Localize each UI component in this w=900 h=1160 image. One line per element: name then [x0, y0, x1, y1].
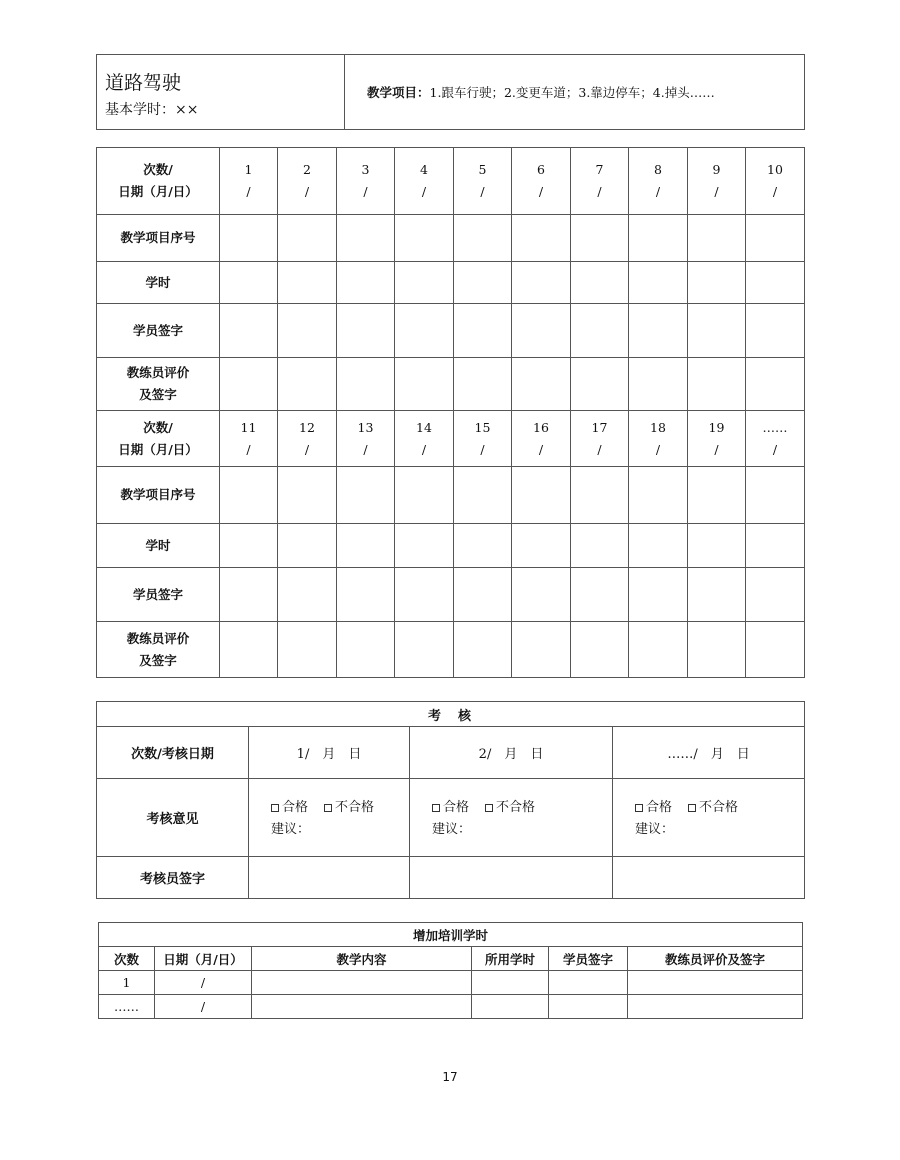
- student-sign-cell[interactable]: [220, 304, 278, 358]
- extra-header-coach-sign: 教练员评价及签字: [628, 947, 803, 971]
- coach-sign-cell[interactable]: [337, 622, 395, 678]
- item-number-header: 教学项目序号: [97, 215, 220, 262]
- extra-title-row: [99, 923, 803, 947]
- hours-cell[interactable]: [220, 524, 278, 568]
- hours-cell[interactable]: [278, 262, 337, 304]
- coach-sign-cell[interactable]: [395, 622, 454, 678]
- extra-content-cell[interactable]: [252, 971, 472, 995]
- coach-sign-cell[interactable]: [746, 358, 805, 411]
- hours-cell[interactable]: [395, 262, 454, 304]
- session-date-cell[interactable]: 1 /: [220, 148, 278, 215]
- exam-date-cell[interactable]: ……/ 月 日: [613, 727, 805, 779]
- student-sign-row-1: [97, 304, 805, 358]
- student-sign-cell[interactable]: [512, 304, 571, 358]
- basic-hours: 基本学时：××: [105, 101, 199, 118]
- hours-header: 学时: [97, 262, 220, 304]
- hours-cell[interactable]: [512, 524, 571, 568]
- item-number-cell[interactable]: [688, 467, 746, 524]
- student-sign-cell[interactable]: [746, 568, 805, 622]
- coach-sign-cell[interactable]: [746, 622, 805, 678]
- examiner-sign-cell[interactable]: [410, 857, 613, 899]
- coach-sign-cell[interactable]: [512, 358, 571, 411]
- session-date-cell[interactable]: 3 /: [337, 148, 395, 215]
- exam-opinion-cell: 合格 不合格 建议：: [613, 779, 805, 857]
- student-sign-header: 学员签字: [97, 304, 220, 358]
- coach-sign-cell[interactable]: [629, 622, 688, 678]
- item-number-cell[interactable]: [571, 215, 629, 262]
- hours-cell[interactable]: [688, 524, 746, 568]
- exam-date-cell[interactable]: 2/ 月 日: [410, 727, 613, 779]
- item-number-cell[interactable]: [337, 467, 395, 524]
- item-number-cell[interactable]: [278, 467, 337, 524]
- hours-cell[interactable]: [454, 262, 512, 304]
- item-number-row-2: [97, 467, 805, 524]
- hours-cell[interactable]: [571, 262, 629, 304]
- session-date-cell[interactable]: 8 /: [629, 148, 688, 215]
- examiner-sign-row: [97, 857, 805, 899]
- student-sign-cell[interactable]: [395, 568, 454, 622]
- item-number-cell[interactable]: [746, 215, 805, 262]
- item-number-cell[interactable]: [688, 215, 746, 262]
- fail-checkbox[interactable]: [688, 804, 696, 812]
- session-date-cell[interactable]: 11 /: [220, 411, 278, 467]
- item-number-cell[interactable]: [337, 215, 395, 262]
- item-number-cell[interactable]: [629, 215, 688, 262]
- student-sign-cell[interactable]: [688, 568, 746, 622]
- table-row: [99, 971, 803, 995]
- hours-cell[interactable]: [337, 524, 395, 568]
- hours-row-1: [97, 262, 805, 304]
- item-number-cell[interactable]: [395, 215, 454, 262]
- coach-sign-cell[interactable]: [629, 358, 688, 411]
- teaching-items-text: 1.跟车行驶；2.变更车道；3.靠边停车；4.掉头……: [429, 85, 715, 100]
- student-sign-cell[interactable]: [395, 304, 454, 358]
- hours-cell[interactable]: [220, 262, 278, 304]
- extra-header-student-sign: 学员签字: [549, 947, 628, 971]
- hours-cell[interactable]: [746, 524, 805, 568]
- item-number-cell[interactable]: [629, 467, 688, 524]
- pass-checkbox[interactable]: [635, 804, 643, 812]
- teaching-items-cell: [345, 55, 805, 130]
- student-sign-cell[interactable]: [454, 304, 512, 358]
- student-sign-cell[interactable]: [746, 304, 805, 358]
- course-title: 道路驾驶: [105, 71, 182, 94]
- student-sign-cell[interactable]: [220, 568, 278, 622]
- item-number-cell[interactable]: [220, 215, 278, 262]
- session-date-cell[interactable]: 9 /: [688, 148, 746, 215]
- extra-title: 增加培训学时: [99, 923, 803, 947]
- exam-date-header: 次数/考核日期: [97, 727, 249, 779]
- item-number-cell[interactable]: [395, 467, 454, 524]
- exam-opinion-cell: 合格 不合格 建议：: [410, 779, 613, 857]
- item-number-header: 教学项目序号: [97, 467, 220, 524]
- item-number-cell[interactable]: [746, 467, 805, 524]
- item-number-row-1: [97, 215, 805, 262]
- hours-cell[interactable]: [512, 262, 571, 304]
- session-date-cell[interactable]: 4 /: [395, 148, 454, 215]
- student-sign-cell[interactable]: [337, 568, 395, 622]
- extra-date-cell[interactable]: /: [155, 971, 252, 995]
- item-number-cell[interactable]: [571, 467, 629, 524]
- coach-sign-cell[interactable]: [278, 622, 337, 678]
- session-date-cell[interactable]: 5 /: [454, 148, 512, 215]
- coach-sign-cell[interactable]: [512, 622, 571, 678]
- extra-count-cell: 1: [99, 971, 155, 995]
- session-date-cell[interactable]: …… /: [746, 411, 805, 467]
- course-header: [96, 54, 805, 130]
- coach-sign-cell[interactable]: [395, 358, 454, 411]
- extra-count-cell: ……: [99, 995, 155, 1019]
- fail-checkbox[interactable]: [485, 804, 493, 812]
- session-date-cell[interactable]: 12 /: [278, 411, 337, 467]
- examiner-sign-cell[interactable]: [613, 857, 805, 899]
- item-number-cell[interactable]: [454, 215, 512, 262]
- student-sign-cell[interactable]: [629, 568, 688, 622]
- sessions-table: [96, 147, 805, 678]
- hours-header: 学时: [97, 524, 220, 568]
- session-date-cell[interactable]: 19 /: [688, 411, 746, 467]
- session-date-row-1: [97, 148, 805, 215]
- coach-sign-cell[interactable]: [220, 622, 278, 678]
- coach-sign-cell[interactable]: [688, 358, 746, 411]
- extra-hours-cell[interactable]: [472, 995, 549, 1019]
- coach-sign-cell[interactable]: [454, 358, 512, 411]
- student-sign-cell[interactable]: [688, 304, 746, 358]
- item-number-cell[interactable]: [278, 215, 337, 262]
- course-title-cell: [97, 55, 345, 130]
- coach-sign-header: 教练员评价 及签字: [97, 358, 220, 411]
- pass-checkbox[interactable]: [271, 804, 279, 812]
- hours-cell[interactable]: [278, 524, 337, 568]
- advice-label: 建议：: [635, 822, 675, 837]
- student-sign-cell[interactable]: [629, 304, 688, 358]
- extra-content-cell[interactable]: [252, 995, 472, 1019]
- coach-sign-row-1: [97, 358, 805, 411]
- session-date-cell[interactable]: 10 /: [746, 148, 805, 215]
- examiner-sign-cell[interactable]: [249, 857, 410, 899]
- extra-training-table: [98, 922, 803, 1019]
- session-date-cell[interactable]: 6 /: [512, 148, 571, 215]
- extra-student-sign-cell[interactable]: [549, 971, 628, 995]
- student-sign-header: 学员签字: [97, 568, 220, 622]
- page-number: 17: [442, 1070, 458, 1084]
- exam-opinion-header: 考核意见: [97, 779, 249, 857]
- session-date-cell[interactable]: 16 /: [512, 411, 571, 467]
- hours-cell[interactable]: [454, 524, 512, 568]
- session-date-header: 次数/ 日期（月/日）: [97, 411, 220, 467]
- session-date-cell[interactable]: 13 /: [337, 411, 395, 467]
- table-row: [99, 995, 803, 1019]
- session-date-row-2: [97, 411, 805, 467]
- exam-title-row: [97, 702, 805, 727]
- coach-sign-cell[interactable]: [571, 622, 629, 678]
- extra-hours-cell[interactable]: [472, 971, 549, 995]
- hours-cell[interactable]: [629, 524, 688, 568]
- coach-sign-header: 教练员评价 及签字: [97, 622, 220, 678]
- student-sign-cell[interactable]: [278, 568, 337, 622]
- student-sign-cell[interactable]: [454, 568, 512, 622]
- extra-coach-sign-cell[interactable]: [628, 995, 803, 1019]
- coach-sign-cell[interactable]: [337, 358, 395, 411]
- extra-header-row: [99, 947, 803, 971]
- extra-header-content: 教学内容: [252, 947, 472, 971]
- advice-label: 建议：: [271, 822, 311, 837]
- extra-student-sign-cell[interactable]: [549, 995, 628, 1019]
- hours-cell[interactable]: [395, 524, 454, 568]
- exam-opinion-cell: 合格 不合格 建议：: [249, 779, 410, 857]
- item-number-cell[interactable]: [512, 467, 571, 524]
- hours-cell[interactable]: [629, 262, 688, 304]
- extra-date-cell[interactable]: /: [155, 995, 252, 1019]
- hours-cell[interactable]: [688, 262, 746, 304]
- session-date-cell[interactable]: 17 /: [571, 411, 629, 467]
- hours-row-2: [97, 524, 805, 568]
- extra-header-count: 次数: [99, 947, 155, 971]
- extra-header-hours: 所用学时: [472, 947, 549, 971]
- coach-sign-cell[interactable]: [454, 622, 512, 678]
- student-sign-cell[interactable]: [571, 568, 629, 622]
- student-sign-cell[interactable]: [512, 568, 571, 622]
- teaching-items-label: 教学项目：: [367, 85, 430, 100]
- item-number-cell[interactable]: [454, 467, 512, 524]
- exam-opinion-row: [97, 779, 805, 857]
- advice-label: 建议：: [432, 822, 472, 837]
- examiner-sign-header: 考核员签字: [97, 857, 249, 899]
- hours-cell[interactable]: [746, 262, 805, 304]
- exam-table: [96, 701, 805, 899]
- student-sign-row-2: [97, 568, 805, 622]
- coach-sign-cell[interactable]: [278, 358, 337, 411]
- extra-coach-sign-cell[interactable]: [628, 971, 803, 995]
- exam-date-cell[interactable]: 1/ 月 日: [249, 727, 410, 779]
- coach-sign-row-2: [97, 622, 805, 678]
- hours-cell[interactable]: [571, 524, 629, 568]
- student-sign-cell[interactable]: [571, 304, 629, 358]
- session-date-cell[interactable]: 14 /: [395, 411, 454, 467]
- exam-title: 考 核: [97, 702, 805, 727]
- pass-checkbox[interactable]: [432, 804, 440, 812]
- student-sign-cell[interactable]: [337, 304, 395, 358]
- hours-cell[interactable]: [337, 262, 395, 304]
- session-date-cell[interactable]: 2 /: [278, 148, 337, 215]
- item-number-cell[interactable]: [220, 467, 278, 524]
- session-date-header: 次数/ 日期（月/日）: [97, 148, 220, 215]
- session-date-cell[interactable]: 7 /: [571, 148, 629, 215]
- item-number-cell[interactable]: [512, 215, 571, 262]
- session-date-cell[interactable]: 15 /: [454, 411, 512, 467]
- coach-sign-cell[interactable]: [571, 358, 629, 411]
- student-sign-cell[interactable]: [278, 304, 337, 358]
- coach-sign-cell[interactable]: [220, 358, 278, 411]
- coach-sign-cell[interactable]: [688, 622, 746, 678]
- exam-date-row: [97, 727, 805, 779]
- extra-header-date: 日期（月/日）: [155, 947, 252, 971]
- fail-checkbox[interactable]: [324, 804, 332, 812]
- session-date-cell[interactable]: 18 /: [629, 411, 688, 467]
